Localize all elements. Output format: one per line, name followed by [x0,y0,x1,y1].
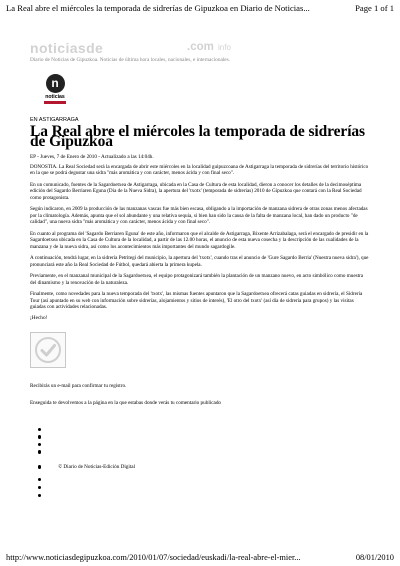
redirect-notice: Enseguida te devolvemos a la página en la que estabas donde verás tu comentario publicado [30,400,222,406]
footer-extra-list [38,478,41,502]
article-byline: EP - Jueves, 7 de Enero de 2010 - Actualizado a las 14:04h. [30,154,154,160]
print-footer [6,553,394,562]
list-bullet [38,465,41,468]
article-section: EN ASTIGARRAGA [30,117,79,123]
article-paragraph: En un comunicado, fuentes de la Sagardoetxea de Astigarraga, ubicada en la Casa de Cultura de esta localidad, dieron a conocer los detalles de la decimoséptima edición del Sagardo Berriaren Eguna (Día de la Nueva Sidra), la apertura del 'txotx' (temporada de sidrerías) 2010 de Gipuzkoa que contará con la Real Sociedad como protagonista. [30,182,362,201]
done-message: ¡Hecho! [30,315,48,321]
print-header-page: Page 1 of 1 [355,3,394,13]
print-header [6,3,394,13]
copyright-item [38,464,135,470]
badge-stripe [44,101,66,104]
logo-com-text: .com [187,41,214,53]
print-footer-url: http://www.noticiasdegipuzkoa.com/2010/01/07/sociedad/euskadi/la-real-abre-el-mier... [6,553,301,562]
success-check-icon [30,332,66,368]
article-headline: La Real abre el miércoles la temporada de sidrerías de Gipuzkoa [30,123,365,150]
article-paragraph: Según indicaron, en 2009 la producción de las manzanas vascas fue más bien escasa, obligando a la importación de manzana sidrera de otras zonas menos afectadas por la climatología. Además, apunta que el sol abundante y una relativa sequía, si bien han sido la causa de la falta de manzana local, han dado un producto "de calidad", una nueva sidra "más aromática y con carácter, menos ácida y con final seco". [30,206,368,226]
copyright-text: © Diario de Noticias-Edición Digital [58,464,136,470]
list-bullet [38,443,41,446]
print-footer-date: 08/01/2010 [355,553,394,562]
badge-label: noticias [45,94,65,100]
list-bullet [38,435,41,438]
logo-main-text: noticiasde [30,40,104,56]
article-paragraph: Finalmente, como novedades para la nueva temporada del 'txotx', las mismas fuentes apuntaron que la Sagardoetxea ofrecerá catas guiadas en sidrería, el Sidrería Tour (así apuntado en su web con información sobre sidrerías, alojamientos y sitios de interés), 'El otro del txotx' (así día de sidrería para grupos) y las visitas guiadas con actividades relacionadas. [30,291,363,311]
logo-info-text: info [218,43,231,52]
article-paragraph: A continuación, tendrá lugar, en la sidrería Petritegi del municipio, la apertura del 'txotx', cuando tras el anuncio de 'Gure Sagardo Berria' (Nuestra nueva sidra'), que pronunciará este año la Real Sociedad de Fútbol, quedará abierta la primera kupela. [30,255,369,268]
badge-letter: n [51,76,59,90]
list-bullet [38,428,41,431]
noticias-n-icon [46,74,65,93]
article-paragraph: Previamente, en el manzanal municipal de la Sagardoetxea, el equipo protagonizará también la plantación de un manzano nuevo, en acto simbólico como muestra del dinamismo y la renovación de la naturaleza. [30,273,364,286]
email-confirm-notice: Recibirás un e-mail para confirmar tu registro. [30,383,127,389]
article-paragraph: DONOSTIA. La Real Sociedad será la encargada de abrir este miércoles en la localidad guipuzcoana de Astigarraga la temporada de sidrerías del territorio histórico en la que se podrá degustar una sidra "más aromática y con carácter, menos ácida y con final seco". [30,164,369,177]
site-tagline: Diario de Noticias de Gipuzkoa. Noticias de última hora locales, nacionales, e internacionales. [30,57,231,63]
article-paragraph: En cuanto al programa del 'Sagardo Berriaren Eguna' de este año, informaron que el alcalde de Astigarraga, Bixente Arrizabalaga, será el encargado de presidir en la Sagardoetxea ubicada en la Casa de Cultura de la localidad, a partir de las 12.00 horas, el anuncio de esta nueva cosecha y la descripción de las cualidades de la manzana y de la nueva sidra, así como los acontecimientos más importantes del mundo sagardogile. [30,230,369,250]
noticias-badge[interactable] [43,73,67,109]
print-header-title: La Real abre el miércoles la temporada de sidrerías de Gipuzkoa en Diario de Noticias... [6,3,310,13]
article-body [30,164,370,316]
list-bullet [38,450,41,453]
check-icon [33,335,63,365]
footer-links-list [38,428,41,458]
site-logo[interactable] [30,40,360,54]
list-bullet [38,486,41,489]
list-bullet [38,494,41,497]
list-bullet [38,478,41,481]
